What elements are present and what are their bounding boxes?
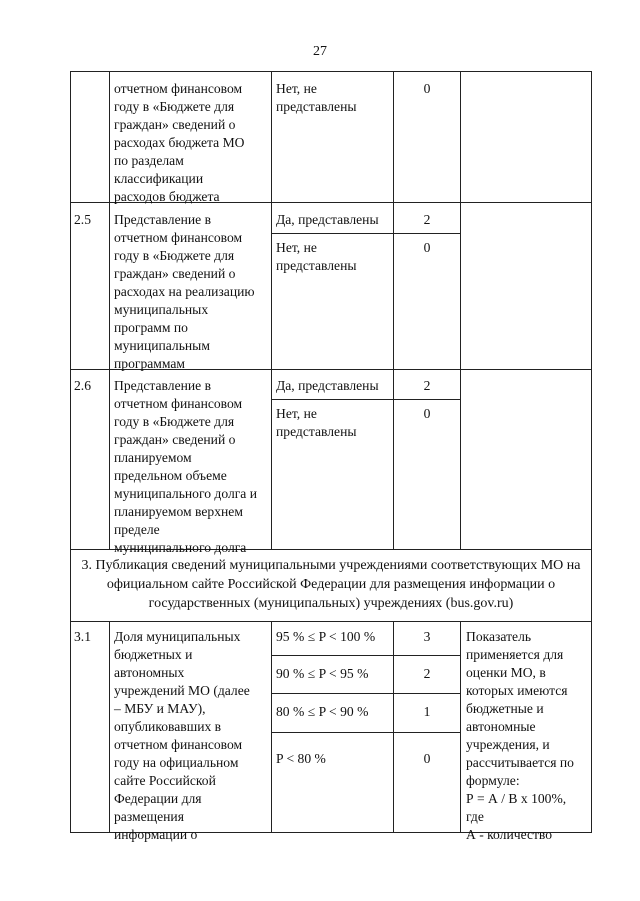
row-number: 2.5 xyxy=(74,212,91,227)
option-text: Да, представлены xyxy=(276,378,379,393)
table-border-left xyxy=(70,71,71,833)
note-text: Показатель применяется для оценки МО, в которых имеются бюджетные и автономные учреждения, и рассчитывается по формуле: Р = А / В х 100%, где А - количество xyxy=(466,629,574,842)
col-divider xyxy=(271,621,272,833)
col-divider xyxy=(109,621,110,833)
col-divider xyxy=(460,71,461,549)
option-text: Нет, не представлены xyxy=(276,81,357,114)
criterion-text: Представление в отчетном финансовом году в «Бюджете для граждан» сведений о расходах на реализацию муниципальных программ по муниципальным программам xyxy=(114,212,255,371)
score-value: 2 xyxy=(423,212,431,227)
option-text: Нет, не представлены xyxy=(276,406,357,439)
table-border-top xyxy=(70,71,592,72)
criteria-table xyxy=(70,71,592,842)
score-value: 0 xyxy=(423,81,431,96)
option-text: Да, представлены xyxy=(276,212,379,227)
option-divider xyxy=(271,693,460,694)
section-heading: 3. Публикация сведений муниципальными учреждениями соответствующих МО на официальном сайте Российской Федерации для размещения информации о государственных (муниципальных) учреждениях (bus.gov.ru) xyxy=(81,558,581,611)
range-option: 95 % ≤ P < 100 % xyxy=(276,629,376,644)
criterion-text: Представление в отчетном финансовом году в «Бюджете для граждан» сведений о планируемом предельном объеме муниципального долга и планируемом верхнем пределе муниципального долга xyxy=(114,378,258,555)
option-text: Нет, не представлены xyxy=(276,240,357,273)
page-number: 27 xyxy=(313,44,327,59)
score-value: 0 xyxy=(423,240,431,255)
option-divider xyxy=(271,399,460,400)
table-border-right xyxy=(591,71,592,833)
score-value: 1 xyxy=(423,704,431,719)
criterion-text: отчетном финансовом году в «Бюджете для граждан» сведений о расходах бюджета МО по разделам классификации расходов бюджета xyxy=(114,81,245,204)
row-divider xyxy=(70,621,592,622)
score-value: 2 xyxy=(423,666,431,681)
criterion-text: Доля муниципальных бюджетных и автономных учреждений МО (далее – МБУ и МАУ), опубликовавших в отчетном финансовом году на официальном сайте Российской Федерации для размещения информации о xyxy=(114,629,250,842)
col-divider xyxy=(393,71,394,549)
col-divider xyxy=(460,621,461,833)
row-number: 3.1 xyxy=(74,629,91,644)
range-option: 80 % ≤ P < 90 % xyxy=(276,704,369,719)
option-divider xyxy=(271,233,460,234)
option-divider xyxy=(271,655,460,656)
row-number: 2.6 xyxy=(74,378,91,393)
score-value: 2 xyxy=(423,378,431,393)
option-divider xyxy=(271,732,460,733)
score-value: 3 xyxy=(423,629,431,644)
col-divider xyxy=(109,71,110,549)
score-value: 0 xyxy=(423,406,431,421)
score-value: 0 xyxy=(423,751,431,766)
col-divider xyxy=(393,621,394,833)
range-option: P < 80 % xyxy=(276,751,326,766)
range-option: 90 % ≤ P < 95 % xyxy=(276,666,369,681)
